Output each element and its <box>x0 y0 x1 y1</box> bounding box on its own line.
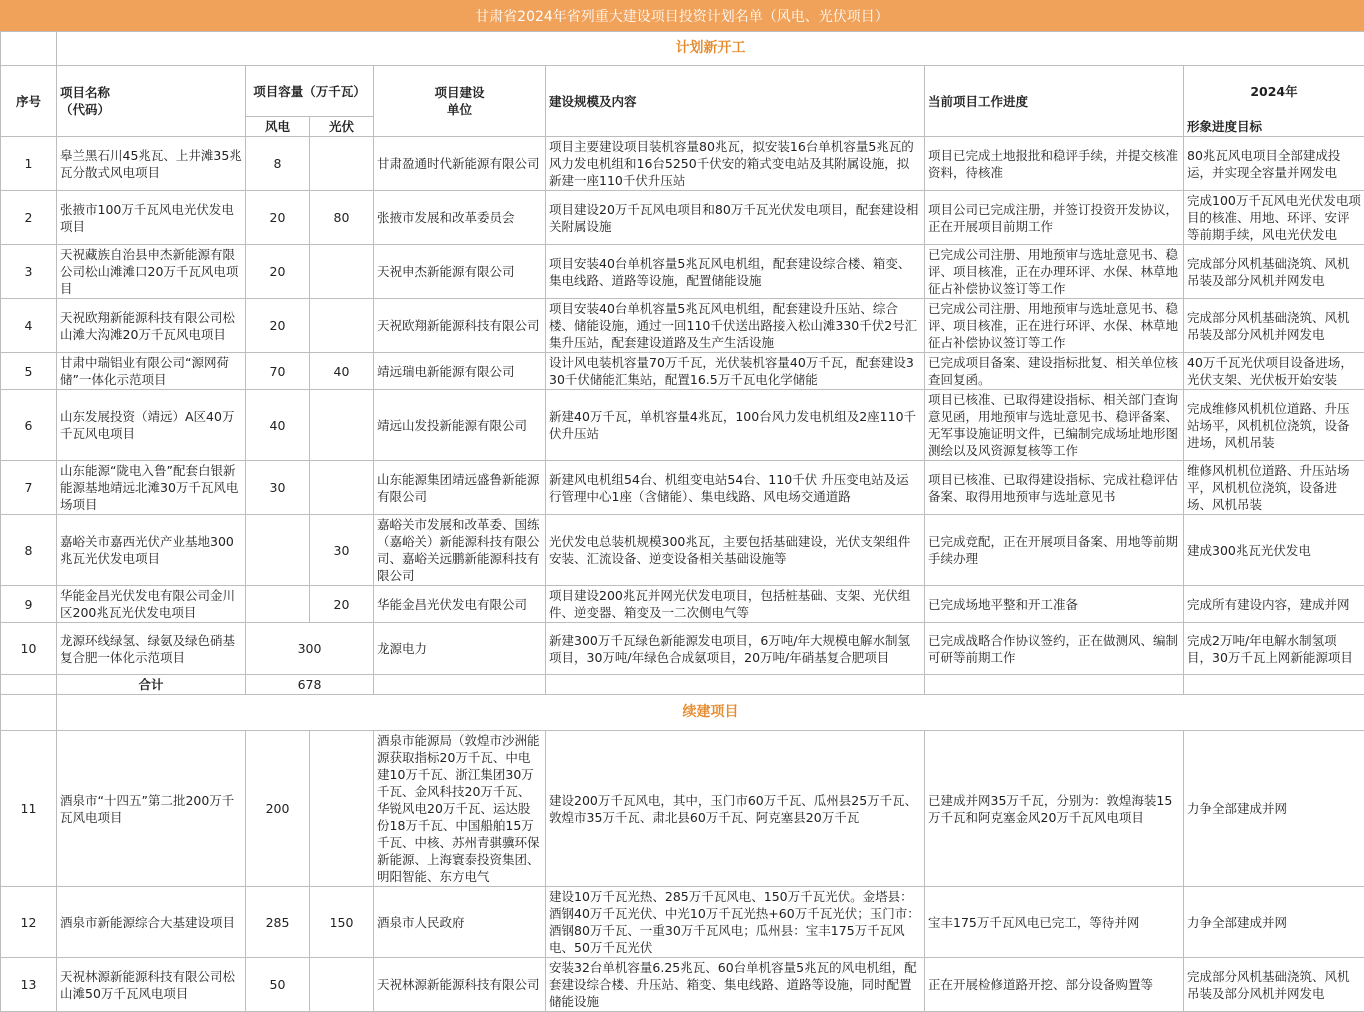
total-row <box>1 675 1364 695</box>
table-row: 5 甘肃中瑞铝业有限公司“源网荷储”一体化示范项目 70 40 靖远瑞电新能源有限公司 设计风电装机容量70万千瓦，光伏装机容量40万千瓦，配套建设330千伏储能汇集站，配置16.5万千瓦电化学储能 已完成项目备案、建设指标批复、相关单位核查回复函。 40万千瓦光伏项目设备进场，光伏支架、光伏板开始安装 <box>1 353 1364 390</box>
header-capacity: 项目容量（万千瓦） <box>246 66 374 117</box>
header-name: 项目名称 （代码） <box>57 66 246 137</box>
header-progress: 当前项目工作进度 <box>925 66 1184 137</box>
sheet-title: 甘肃省2024年省列重大建设项目投资计划名单（风电、光伏项目） <box>0 0 1364 32</box>
table-row: 9 华能金昌光伏发电有限公司金川区200兆瓦光伏发电项目 20 华能金昌光伏发电有限公司 项目建设200兆瓦并网光伏发电项目，包括桩基础、支架、光伏组件、逆变器、箱变及一二次侧电气等 已完成场地平整和开工准备 完成所有建设内容，建成并网 <box>1 586 1364 623</box>
table-row: 4 天祝欧翔新能源科技有限公司松山滩大沟滩20万千瓦风电项目 20 天祝欧翔新能源科技有限公司 项目安装40台单机容量5兆瓦风电机组，配套建设升压站、综合楼、储能设施，通过一回110千伏送出路接入松山滩330千伏2号汇集升压站，配套建设道路及生产生活设施 已完成公司注册、用地预审与选址意见书、稳评、项目核准，正在进行环评、水保、林草地征占补偿协议签订等工作 完成部分风机基础浇筑、风机吊装及部分风机并网发电 <box>1 299 1364 353</box>
table-row: 13 天祝林源新能源科技有限公司松山滩50万千瓦风电项目 50 天祝林源新能源科技有限公司 安装32台单机容量6.25兆瓦、60台单机容量5兆瓦的风电机组，配套建设综合楼、升压站、箱变、集电线路、道路等设施，同时配置储能设施 正在开展检修道路开挖、部分设备购置等 完成部分风机基础浇筑、风机吊装及部分风机并网发电 <box>1 958 1364 1012</box>
table-row: 8 嘉峪关市嘉西光伏产业基地300兆瓦光伏发电项目 30 嘉峪关市发展和改革委、国练（嘉峪关）新能源科技有限公司、嘉峪关远鹏新能源科技有限公司 光伏发电总装机规模300兆瓦，主要包括基础建设，光伏支架组件安装、汇流设备、逆变设备相关基础设施等 已完成竞配，正在开展项目备案、用地等前期手续办理 建成300兆瓦光伏发电 <box>1 515 1364 586</box>
header-target: 形象进度目标 <box>1184 117 1364 137</box>
header-row <box>1 66 1364 117</box>
header-seq: 序号 <box>1 66 57 137</box>
total-label: 合计 <box>57 675 246 695</box>
section-cont-row <box>1 695 1364 731</box>
table-row: 12 酒泉市新能源综合大基建设项目 285 150 酒泉市人民政府 建设10万千瓦光热、285万千瓦风电、150万千瓦光伏。金塔县：酒钢40万千瓦光伏、中光10万千瓦光热+60万千瓦光伏；玉门市：酒钢80万千瓦、一重30万千瓦风电；瓜州县：宝丰175万千瓦风电、50万千瓦光伏 宝丰175万千瓦风电已完工，等待并网 力争全部建成并网 <box>1 887 1364 958</box>
section-new-row <box>1 32 1364 66</box>
header-unit: 项目建设 单位 <box>374 66 546 137</box>
header-wind: 风电 <box>246 117 310 137</box>
project-table <box>0 31 1364 1012</box>
table-row: 6 山东发展投资（靖远）A区40万千瓦风电项目 40 靖远山发投新能源有限公司 新建40万千瓦，单机容量4兆瓦，100台风力发电机组及2座110千伏升压站 项目已核准、已取得建设指标、相关部门查询意见函，用地预审与选址意见书、稳评备案、无军事设施证明文件，已编制完成场址地形图测绘以及风资源复核等工作 完成维修风机机位道路、升压站场平，风机机位浇筑，设备进场，风机吊装 <box>1 390 1364 461</box>
total-value: 678 <box>246 675 374 695</box>
table-row: 2 张掖市100万千瓦风电光伏发电项目 20 80 张掖市发展和改革委员会 项目建设20万千瓦风电项目和80万千瓦光伏发电项目，配套建设相关附属设施 项目公司已完成注册，并签订投资开发协议，正在开展项目前期工作 完成100万千瓦风电光伏发电项目的核准、用地、环评、安评等前期手续，风电光伏发电 <box>1 191 1364 245</box>
table-row: 7 山东能源“陇电入鲁”配套白银新能源基地靖远北滩30万千瓦风电场项目 30 山东能源集团靖远盛鲁新能源有限公司 新建风电机组54台、机组变电站54台、110千伏 升压变电站及运行管理中心1座（含储能）、集电线路、风电场交通道路 项目已核准、已取得建设指标、完成社稳评估备案、取得用地预审与选址意见书 维修风机机位道路、升压站场平，风机机位浇筑，设备进场、风机吊装 <box>1 461 1364 515</box>
table-row: 11 酒泉市“十四五”第二批200万千瓦风电项目 200 酒泉市能源局（敦煌市沙洲能源获取指标20万千瓦、中电建10万千瓦、浙江集团30万千瓦、金风科技20万千瓦、华锐风电20万千瓦、运达股份18万千瓦、中国船舶15万千瓦、中核、苏州青骐骥环保新能源、上海寰泰投资集团、明阳智能、东方电气 建设200万千瓦风电，其中，玉门市60万千瓦、瓜州县25万千瓦、敦煌市35万千瓦、肃北县60万千瓦、阿克塞县20万千瓦 已建成并网35万千瓦，分别为：敦煌海装15万千瓦和阿克塞金风20万千瓦风电项目 力争全部建成并网 <box>1 731 1364 887</box>
section-title-new: 计划新开工 <box>57 32 1364 66</box>
header-pv: 光伏 <box>310 117 374 137</box>
header-year: 2024年 <box>1184 66 1364 117</box>
table-row: 1 皋兰黑石川45兆瓦、上井滩35兆瓦分散式风电项目 8 甘肃盈通时代新能源有限公司 项目主要建设项目装机容量80兆瓦，拟安装16台单机容量5兆瓦的风力发电机组和16台5250千伏安的箱式变电站及其附属设施，拟新建一座110千伏升压站 项目已完成土地报批和稳评手续，并提交核准资料，待核准 80兆瓦风电项目全部建成投运，并实现全容量并网发电 <box>1 137 1364 191</box>
header-scale: 建设规模及内容 <box>546 66 925 137</box>
table-row: 10 龙源环线绿氢、绿氨及绿色硝基复合肥一体化示范项目 300 龙源电力 新建300万千瓦绿色新能源发电项目，6万吨/年大规模电解水制氢项目，30万吨/年绿色合成氨项目，20万吨/年硝基复合肥项目 已完成战略合作协议签约，正在做测风、编制可研等前期工作 完成2万吨/年电解水制氢项目，30万千瓦上网新能源项目 <box>1 623 1364 675</box>
section-title-continued: 续建项目 <box>57 695 1364 731</box>
table-row: 3 天祝藏族自治县申杰新能源有限公司松山滩滩口20万千瓦风电项目 20 天祝申杰新能源有限公司 项目安装40台单机容量5兆瓦风电机组，配套建设综合楼、箱变、集电线路、道路等设施，配置储能设施 已完成公司注册、用地预审与选址意见书、稳评、项目核准，正在办理环评、水保、林草地征占补偿协议签订等工作 完成部分风机基础浇筑、风机吊装及部分风机并网发电 <box>1 245 1364 299</box>
